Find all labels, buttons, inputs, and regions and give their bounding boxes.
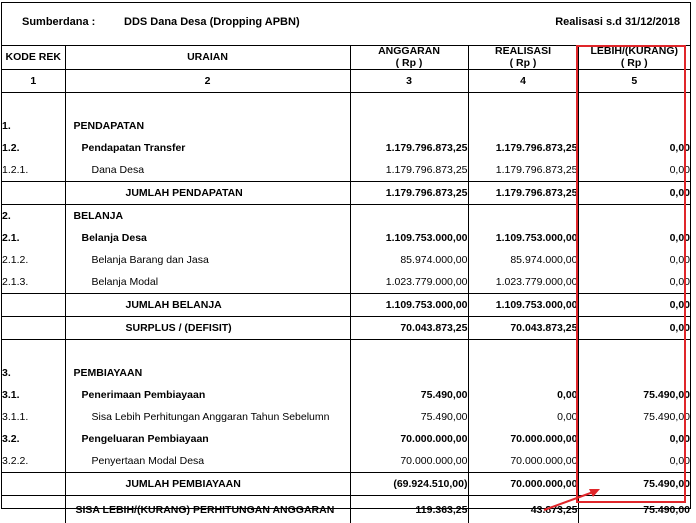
row-code: [2, 473, 65, 496]
report-header: [2, 3, 690, 46]
row-anggaran: 1.023.779.000,00: [350, 271, 468, 294]
row-anggaran: 1.109.753.000,00: [350, 294, 468, 317]
row-anggaran: 1.179.796.873,25: [350, 159, 468, 182]
row-anggaran: 70.043.873,25: [350, 317, 468, 340]
row-desc: Sisa Lebih Perhitungan Anggaran Tahun Sebelumn: [65, 406, 350, 428]
row-realisasi: 70.043.873,25: [468, 317, 578, 340]
row-desc: SURPLUS / (DEFISIT): [65, 317, 350, 340]
row-realisasi: 1.179.796.873,25: [468, 159, 578, 182]
row-anggaran: 1.179.796.873,25: [350, 137, 468, 159]
row-code: 2.1.2.: [2, 249, 65, 271]
row-lebih: 0,00: [578, 294, 690, 317]
row-realisasi: 70.000.000,00: [468, 450, 578, 473]
col-realisasi-header: [468, 45, 578, 70]
highlight-box: [576, 45, 686, 503]
row-desc: Pendapatan Transfer: [65, 137, 350, 159]
row-lebih: 75.490,00: [578, 384, 690, 406]
row-desc: JUMLAH BELANJA: [65, 294, 350, 317]
row-anggaran: 1.109.753.000,00: [350, 227, 468, 249]
row-code: [2, 182, 65, 205]
row-lebih: 0,00: [578, 137, 690, 159]
row-realisasi: 70.000.000,00: [468, 473, 578, 496]
row-desc: Dana Desa: [65, 159, 350, 182]
row-lebih: 0,00: [578, 227, 690, 249]
highlight-arrow-icon: [540, 484, 610, 514]
realisasi-unit: ( Rp ): [510, 57, 537, 69]
row-lebih: 75.490,00: [578, 496, 690, 523]
row-desc: JUMLAH PEMBIAYAAN: [65, 473, 350, 496]
row-anggaran: 75.490,00: [350, 406, 468, 428]
row-realisasi: 1.179.796.873,25: [468, 182, 578, 205]
row-code: 3.: [2, 362, 65, 384]
row-realisasi: 1.179.796.873,25: [468, 137, 578, 159]
col-number: 4: [468, 70, 578, 93]
row-anggaran: 85.974.000,00: [350, 249, 468, 271]
row-anggaran: [350, 205, 468, 228]
row-desc: BELANJA: [65, 205, 350, 228]
row-code: 3.2.2.: [2, 450, 65, 473]
row-anggaran: 119.363,25: [350, 496, 468, 523]
row-code: 3.1.: [2, 384, 65, 406]
row-anggaran: (69.924.510,00): [350, 473, 468, 496]
row-lebih: 0,00: [578, 450, 690, 473]
col-number: 5: [578, 70, 690, 93]
row-anggaran: 70.000.000,00: [350, 450, 468, 473]
row-lebih: 0,00: [578, 182, 690, 205]
row-realisasi: [468, 115, 578, 137]
row-realisasi: 0,00: [468, 384, 578, 406]
row-code: 1.2.1.: [2, 159, 65, 182]
row-desc: Belanja Barang dan Jasa: [65, 249, 350, 271]
anggaran-label: ANGGARAN: [378, 45, 440, 57]
col-number: 1: [2, 70, 65, 93]
row-desc: Penerimaan Pembiayaan: [65, 384, 350, 406]
lebih-label: LEBIH/(KURANG): [591, 45, 679, 57]
col-anggaran-header: [350, 45, 468, 70]
row-code: 3.2.: [2, 428, 65, 450]
row-desc: Penyertaan Modal Desa: [65, 450, 350, 473]
row-lebih: 75.490,00: [578, 406, 690, 428]
row-desc: Belanja Desa: [65, 227, 350, 249]
anggaran-unit: ( Rp ): [396, 57, 423, 69]
row-lebih: 0,00: [578, 159, 690, 182]
row-lebih: 0,00: [578, 249, 690, 271]
row-realisasi: 70.000.000,00: [468, 428, 578, 450]
row-code: 3.1.1.: [2, 406, 65, 428]
row-anggaran: [350, 115, 468, 137]
row-lebih: 0,00: [578, 271, 690, 294]
row-desc: Pengeluaran Pembiayaan: [65, 428, 350, 450]
row-code: 1.2.: [2, 137, 65, 159]
row-realisasi: 1.109.753.000,00: [468, 294, 578, 317]
row-realisasi: 1.109.753.000,00: [468, 227, 578, 249]
row-anggaran: 1.179.796.873,25: [350, 182, 468, 205]
realization-date: Realisasi s.d 31/12/2018: [555, 16, 680, 28]
realisasi-label: REALISASI: [495, 45, 551, 57]
row-code: 2.: [2, 205, 65, 228]
row-lebih: 0,00: [578, 317, 690, 340]
row-lebih: 75.490,00: [578, 473, 690, 496]
col-number: 2: [65, 70, 350, 93]
row-realisasi: 1.023.779.000,00: [468, 271, 578, 294]
row-anggaran: 75.490,00: [350, 384, 468, 406]
lebih-unit: ( Rp ): [621, 57, 648, 69]
row-code: 2.1.3.: [2, 271, 65, 294]
col-number: 3: [350, 70, 468, 93]
row-realisasi: 85.974.000,00: [468, 249, 578, 271]
row-realisasi: [468, 362, 578, 384]
row-lebih: 0,00: [578, 428, 690, 450]
row-anggaran: [350, 362, 468, 384]
row-desc: PEMBIAYAAN: [65, 362, 350, 384]
row-code: 1.: [2, 115, 65, 137]
row-desc: Belanja Modal: [65, 271, 350, 294]
row-realisasi: 0,00: [468, 406, 578, 428]
row-realisasi: [468, 205, 578, 228]
row-desc: SISA LEBIH/(KURANG) PERHITUNGAN ANGGARAN: [65, 496, 350, 523]
row-anggaran: 70.000.000,00: [350, 428, 468, 450]
col-uraian-header: URAIAN: [65, 45, 350, 70]
row-desc: JUMLAH PENDAPATAN: [65, 182, 350, 205]
row-desc: PENDAPATAN: [65, 115, 350, 137]
col-kode-header: KODE REK: [2, 45, 65, 70]
row-code: [2, 317, 65, 340]
source-value: DDS Dana Desa (Dropping APBN): [124, 16, 300, 28]
row-realisasi: 43.873,25: [468, 496, 578, 523]
row-code: [2, 294, 65, 317]
row-code: 2.1.: [2, 227, 65, 249]
row-code: [2, 496, 65, 523]
source-label: Sumberdana :: [22, 16, 95, 28]
